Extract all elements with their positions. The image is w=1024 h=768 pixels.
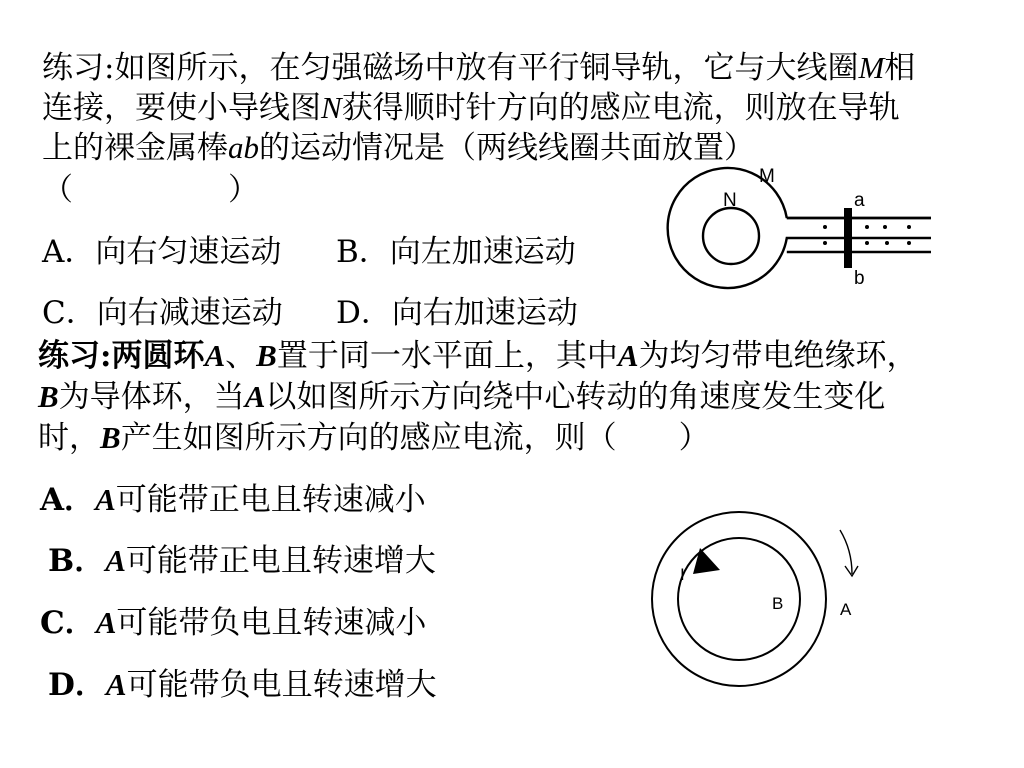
q2-option-d-ring: A (105, 667, 127, 702)
q2-option-c[interactable] (40, 603, 426, 643)
label-a: a (854, 190, 865, 211)
q2-line-3-text: 时， (38, 420, 100, 456)
q2-ring-b: B (256, 338, 277, 373)
metal-rod-ab (844, 208, 852, 268)
q2-option-a-text: 可能带正电且转速减小 (115, 482, 426, 518)
q1-option-d[interactable]: D．向右加速运动 (336, 295, 578, 331)
q2-line-1-end: 为均匀带电绝缘环， (638, 338, 918, 374)
q1-line-3 (42, 128, 755, 168)
magnetic-field-dots (823, 225, 911, 245)
coil-m-outer (668, 168, 931, 288)
q1-coil-n: N (321, 90, 342, 125)
q2-option-d[interactable] (48, 665, 437, 705)
q1-rod-ab: ab (228, 130, 259, 165)
q2-option-c-text: 可能带负电且转速减小 (116, 605, 427, 641)
label-m: M (759, 166, 775, 187)
q2-line-3-end: 产生如图所示方向的感应电流，则（ ） (120, 420, 710, 456)
q2-option-b-ring: A (105, 543, 126, 578)
q2-option-b-text: 可能带正电且转速增大 (125, 543, 436, 579)
q1-line-2-end: 获得顺时针方向的感应电流，则放在导轨 (341, 90, 900, 126)
q2-option-a-ring: A (95, 482, 116, 517)
q1-option-c[interactable]: C．向右减速运动 (42, 295, 283, 331)
q2-option-c-letter: C． (40, 605, 96, 641)
q2-line-2-mid: 为导体环，当 (58, 379, 245, 415)
q2-line-2 (38, 377, 885, 417)
q1-line-3-text: 上的裸金属棒 (42, 130, 228, 166)
q2-ring-a: A (204, 338, 226, 373)
q2-option-b-letter: B． (48, 543, 106, 579)
q2-figure (640, 508, 880, 698)
q2-ring-b-2: B (38, 379, 59, 414)
coil-n (703, 208, 759, 264)
q2-option-b[interactable] (48, 541, 436, 581)
q2-ring-a-3: A (244, 379, 266, 414)
q1-line-2-text: 连接，要使小导线图 (42, 90, 321, 126)
q1-line-2 (42, 88, 900, 128)
q2-line-2-end: 以如图所示方向绕中心转动的角速度发生变化 (265, 379, 886, 415)
q2-line-1-text: 练习:两圆环 (38, 338, 205, 374)
q1-answer-blank: （ ） (42, 172, 259, 208)
label-n: N (723, 190, 737, 211)
q1-line-1 (42, 48, 915, 88)
q1-option-b[interactable]: B．向左加速运动 (336, 234, 576, 270)
q1-line-1-text: 练习:如图所示，在匀强磁场中放有平行铜导轨，它与大线圈 (42, 50, 859, 86)
q2-line-1-mid: 置于同一水平面上，其中 (276, 338, 618, 374)
q2-ring-b-3: B (100, 420, 121, 455)
label-a-ring: A (840, 600, 852, 619)
label-b-ring: B (772, 594, 784, 613)
q2-option-c-ring: A (95, 605, 117, 640)
q2-option-d-text: 可能带负电且转速增大 (126, 667, 437, 703)
q2-option-a[interactable] (40, 480, 426, 520)
q2-line-3 (38, 418, 710, 458)
q1-line-1-end: 相 (884, 50, 916, 86)
current-arrow-icon (693, 548, 720, 574)
label-i: I (680, 565, 685, 584)
q2-line-1 (38, 336, 918, 376)
q1-line-3-end: 的运动情况是（两线线圈共面放置） (259, 130, 755, 166)
q1-option-a[interactable]: A．向右匀速运动 (42, 234, 282, 270)
q1-coil-m: M (858, 50, 885, 85)
q1-figure (665, 162, 955, 302)
q2-option-a-letter: A． (40, 482, 96, 518)
q2-sep: 、 (225, 338, 257, 374)
q2-ring-a-2: A (617, 338, 639, 373)
label-b: b (854, 268, 865, 289)
q2-option-d-letter: D． (48, 667, 106, 703)
